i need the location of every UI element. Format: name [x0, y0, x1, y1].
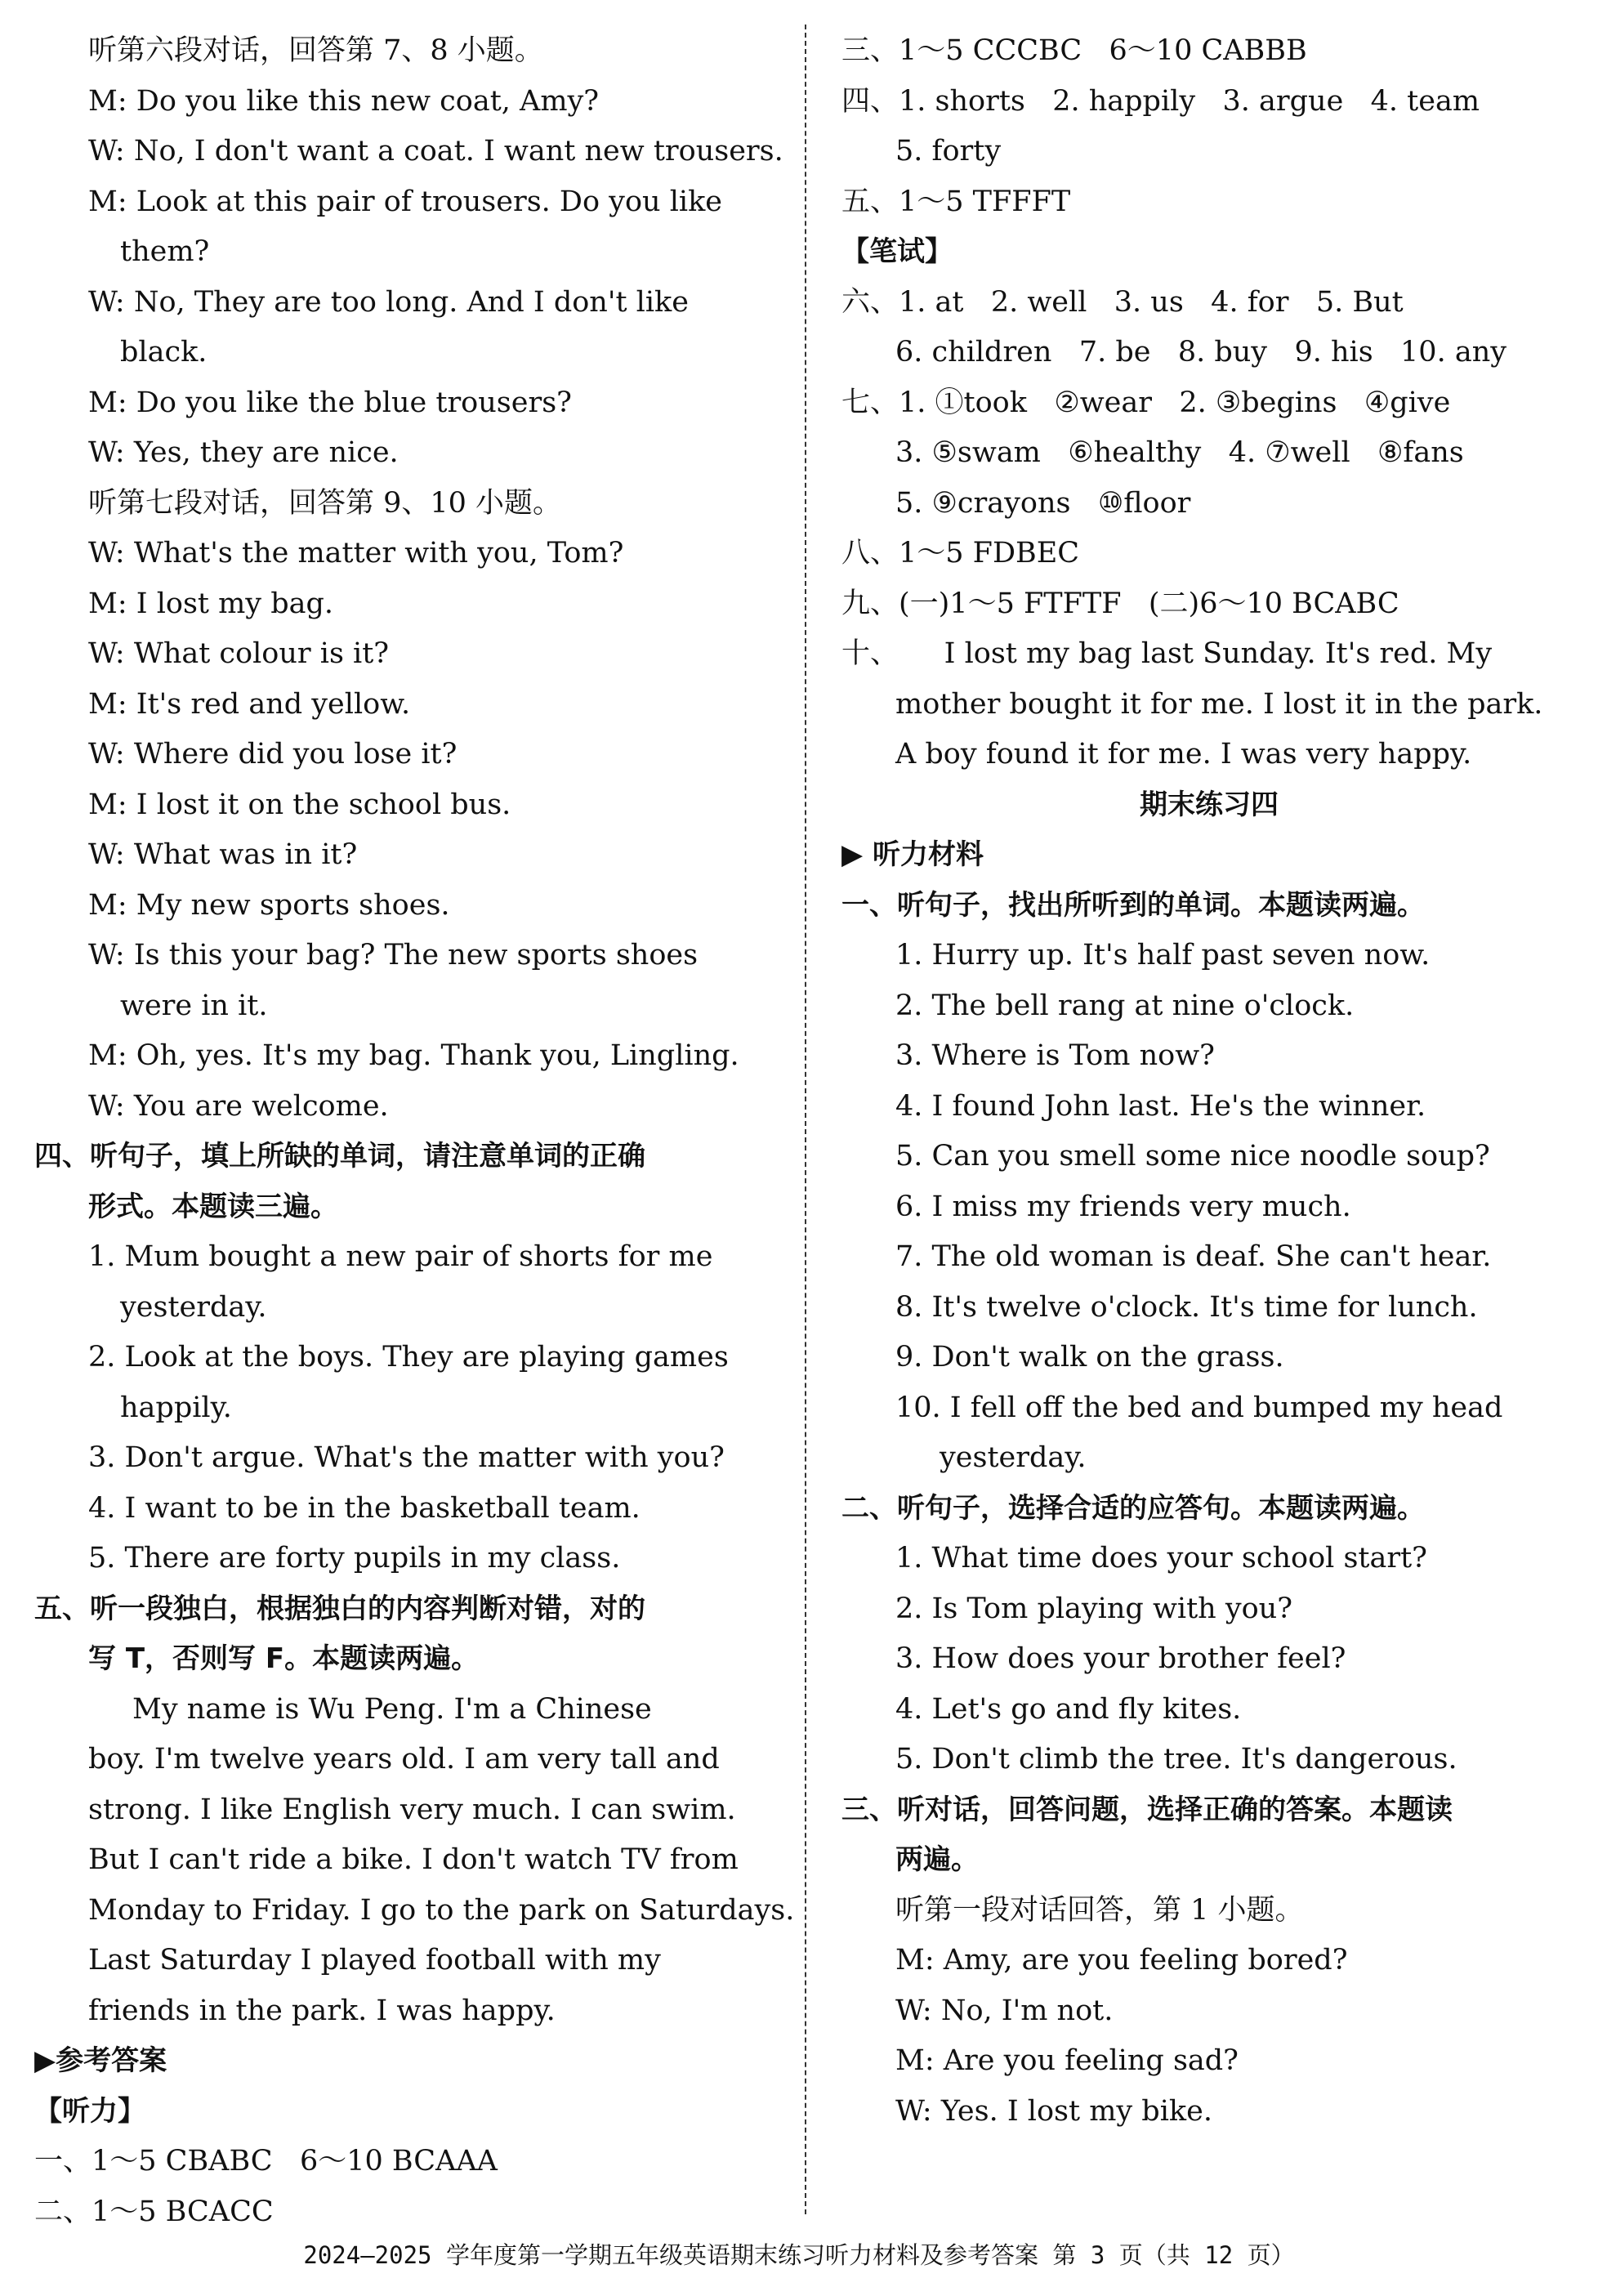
right-text-line: 听第一段对话回答，第 1 小题。 [895, 1893, 1304, 1927]
left-text-line: ▶参考答案 [34, 2044, 167, 2077]
column-divider [805, 25, 806, 2214]
left-text-line: W: Is this your bag? The new sports shoes [88, 939, 699, 972]
left-text-line: 听第七段对话，回答第 9、10 小题。 [88, 486, 562, 520]
left-text-line: M: Do you like this new coat, Amy? [88, 84, 600, 118]
right-text-line: 5. Can you smell some nice noodle soup? [895, 1140, 1490, 1173]
left-text-line: 一、1～5 CBABC 6～10 BCAAA [34, 2145, 498, 2178]
right-text-line: 4. Let's go and fly kites. [895, 1692, 1242, 1726]
right-text-line: 两遍。 [895, 1843, 979, 1876]
left-text-line: Last Saturday I played football with my [88, 1944, 661, 1977]
right-text-line: 5. ⑨crayons ⑩floor [895, 486, 1191, 520]
right-text-line: 十、 I lost my bag last Sunday. It's red. My [841, 637, 1493, 670]
right-text-line: M: Are you feeling sad? [895, 2044, 1239, 2077]
left-text-line: M: Oh, yes. It's my bag. Thank you, Lingling. [88, 1039, 739, 1072]
left-text-line: W: Where did you lose it? [88, 738, 458, 771]
left-text-line: friends in the park. I was happy. [88, 1994, 556, 2027]
left-text-line: M: My new sports shoes. [88, 888, 450, 922]
left-text-line: 二、1～5 BCACC [34, 2195, 274, 2228]
right-text-line: 期末练习四 [1140, 788, 1279, 821]
right-text-line: 1. Hurry up. It's half past seven now. [895, 939, 1431, 972]
right-text-line: 2. The bell rang at nine o'clock. [895, 989, 1355, 1022]
right-text-line: M: Amy, are you feeling bored? [895, 1944, 1348, 1977]
right-text-line: 5. forty [895, 135, 1002, 168]
right-text-line: 7. The old woman is deaf. She can't hear. [895, 1240, 1492, 1273]
right-text-line: 九、(一)1～5 FTFTF (二)6～10 BCABC [841, 587, 1399, 620]
right-text-line: A boy found it for me. I was very happy. [895, 738, 1472, 771]
right-text-line: 二、听句子，选择合适的应答句。本题读两遍。 [841, 1491, 1425, 1525]
right-text-line: 五、1～5 TFFFT [841, 185, 1071, 218]
right-text-line: 1. What time does your school start? [895, 1542, 1427, 1575]
right-text-line: 八、1～5 FDBEC [841, 537, 1080, 570]
left-text-line: 4. I want to be in the basketball team. [88, 1491, 641, 1525]
left-text-line: 3. Don't argue. What's the matter with you? [88, 1441, 725, 1474]
right-text-line: 三、听对话，回答问题，选择正确的答案。本题读 [841, 1793, 1453, 1826]
left-text-line: happily. [120, 1391, 232, 1424]
left-text-line: 1. Mum bought a new pair of shorts for me [88, 1240, 713, 1273]
right-text-line: 四、1. shorts 2. happily 3. argue 4. team [841, 84, 1480, 118]
left-text-line: 四、听句子，填上所缺的单词，请注意单词的正确 [34, 1140, 645, 1173]
right-text-line: 3. How does your brother feel? [895, 1642, 1346, 1675]
left-text-line: W: No, I don't want a coat. I want new trousers. [88, 135, 783, 168]
right-text-line: 5. Don't climb the tree. It's dangerous. [895, 1743, 1457, 1776]
left-text-line: M: It's red and yellow. [88, 687, 411, 721]
left-text-line: 形式。本题读三遍。 [88, 1190, 338, 1223]
right-text-line: ▶ 听力材料 [841, 838, 984, 871]
left-text-line: strong. I like English very much. I can swim. [88, 1793, 736, 1826]
right-text-line: 4. I found John last. He's the winner. [895, 1089, 1426, 1123]
right-text-line: 3. Where is Tom now? [895, 1039, 1215, 1072]
left-text-line: But I can't ride a bike. I don't watch TV from [88, 1843, 739, 1876]
right-text-line: 七、1. ①took ②wear 2. ③begins ④give [841, 386, 1451, 419]
left-text-line: W: No, They are too long. And I don't like [88, 285, 689, 319]
left-text-line: them? [120, 235, 210, 268]
right-text-line: 六、1. at 2. well 3. us 4. for 5. But [841, 285, 1404, 319]
right-text-line: yesterday. [940, 1441, 1087, 1474]
left-text-line: 写 T，否则写 F。本题读两遍。 [88, 1642, 480, 1675]
right-text-line: W: Yes. I lost my bike. [895, 2094, 1212, 2128]
left-text-line: W: What was in it? [88, 838, 358, 871]
left-text-line: 2. Look at the boys. They are playing games [88, 1341, 729, 1374]
left-text-line: W: What's the matter with you, Tom? [88, 537, 624, 570]
left-text-line: M: Do you like the blue trousers? [88, 386, 572, 419]
left-text-line: My name is Wu Peng. I'm a Chinese [132, 1692, 652, 1726]
right-text-line: 一、听句子，找出所听到的单词。本题读两遍。 [841, 888, 1425, 922]
right-text-line: 3. ⑤swam ⑥healthy 4. ⑦well ⑧fans [895, 436, 1464, 469]
left-text-line: M: Look at this pair of trousers. Do you like [88, 185, 722, 218]
left-text-line: M: I lost my bag. [88, 587, 334, 620]
left-text-line: boy. I'm twelve years old. I am very tall and [88, 1743, 720, 1776]
left-text-line: 5. There are forty pupils in my class. [88, 1542, 621, 1575]
right-text-line: 【笔试】 [841, 235, 953, 268]
left-text-line: W: What colour is it? [88, 637, 390, 670]
left-text-line: 五、听一段独白，根据独白的内容判断对错，对的 [34, 1592, 645, 1625]
right-text-line: 三、1～5 CCCBC 6～10 CABBB [841, 34, 1307, 67]
left-text-line: were in it. [120, 989, 268, 1022]
left-text-line: Monday to Friday. I go to the park on Saturdays. [88, 1893, 795, 1927]
left-text-line: 听第六段对话，回答第 7、8 小题。 [88, 34, 543, 67]
left-text-line: M: I lost it on the school bus. [88, 788, 511, 821]
right-text-line: 6. I miss my friends very much. [895, 1190, 1351, 1223]
right-text-line: 10. I fell off the bed and bumped my head [895, 1391, 1503, 1424]
right-text-line: mother bought it for me. I lost it in the park. [895, 687, 1543, 721]
left-text-line: W: Yes, they are nice. [88, 436, 399, 469]
right-text-line: W: No, I'm not. [895, 1994, 1114, 2027]
right-text-line: 8. It's twelve o'clock. It's time for lunch. [895, 1290, 1478, 1324]
left-text-line: yesterday. [120, 1290, 267, 1324]
right-text-line: 2. Is Tom playing with you? [895, 1592, 1292, 1625]
left-column [34, 26, 795, 2237]
left-text-line: 【听力】 [34, 2094, 145, 2128]
right-text-line: 6. children 7. be 8. buy 9. his 10. any [895, 336, 1507, 369]
right-column [841, 26, 1577, 2137]
left-text-line: W: You are welcome. [88, 1089, 389, 1123]
page-footer: 2024—2025 学年度第一学期五年级英语期末练习听力材料及参考答案 第 3 页（共 12 页） [303, 2241, 1295, 2269]
left-text-line: black. [120, 336, 208, 369]
right-text-line: 9. Don't walk on the grass. [895, 1341, 1284, 1374]
